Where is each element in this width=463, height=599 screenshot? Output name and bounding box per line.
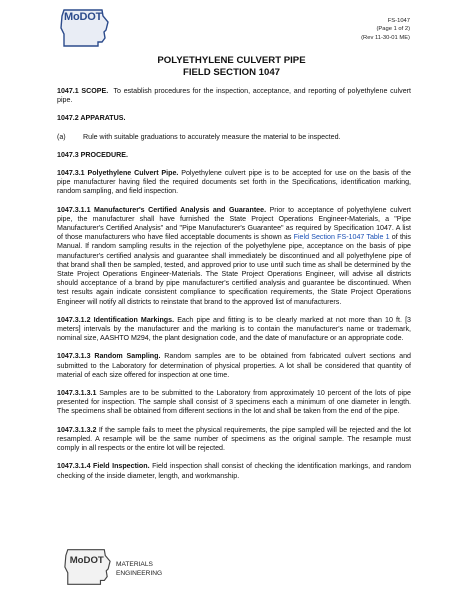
section-text: Each pipe and fitting is to be clearly marked at not more than 10 ft. [3 meters] intervals by the manufacturer and the marking is to contain the manufacturer's name or trademark, nominal size, AASHTO M294, the plant designation code, and the date of manufacture or an appropriate code. bbox=[57, 315, 411, 343]
section-heading: 1047.3.1.3 Random Sampling. bbox=[57, 352, 161, 361]
section-field-inspection bbox=[57, 462, 411, 480]
item-label: (a) bbox=[57, 132, 66, 141]
apparatus-item bbox=[57, 133, 411, 142]
ref-code: FS-1047 bbox=[387, 18, 410, 24]
document-subtitle: FIELD SECTION 1047 bbox=[182, 67, 281, 78]
section-sampling-2 bbox=[57, 426, 411, 454]
section-text: Prior to acceptance of polyethylene culvert pipe, the manufacturer shall have furnished the State Project Operations Engineer-Materials, a "Pipe Manufacturer's Certified Analysis" and "Pipe Manufacturer's Guarantee" as required by Specification 1047. A list of those manufacturers who have filed acceptable documents is shown as bbox=[57, 205, 411, 242]
missouri-map-icon bbox=[62, 547, 112, 587]
item-text: Rule with suitable graduations to accurately measure the material to be inspected. bbox=[83, 132, 341, 141]
footer-line-2: ENGINEERING bbox=[116, 569, 163, 577]
section-text: Random samples are to be obtained from fabricated culvert sections and submitted to the Laboratory for determination of physical properties. A lot shall be considered that quantity of material of each size offered for inspection at one time. bbox=[57, 352, 411, 379]
section-certified-analysis bbox=[57, 206, 411, 307]
footer-line-1: MATERIALS bbox=[116, 561, 153, 568]
modot-logo bbox=[58, 8, 110, 48]
footer-logo bbox=[62, 547, 112, 587]
section-heading: 1047.3.1 Polyethylene Culvert Pipe. bbox=[57, 169, 179, 178]
section-text: To establish procedures for the inspection, acceptance, and reporting of polyethylene culvert pipe. bbox=[57, 87, 411, 105]
document-reference bbox=[361, 17, 410, 42]
section-procedure-heading: 1047.3 PROCEDURE. bbox=[57, 150, 128, 159]
document-title: POLYETHYLENE CULVERT PIPE bbox=[157, 55, 306, 66]
section-text: Samples are to be submitted to the Laboratory from approximately 10 percent of the lots of pipe presented for inspection. The sample shall consist of 3 specimens each a minimum of one diameter in length. The specimens shall be obtained from different sections in the lot and shall be taken from the end of the pipe. bbox=[57, 389, 411, 416]
table-link[interactable]: Field Section FS-1047 Table 1 bbox=[293, 233, 390, 242]
section-culvert-pipe bbox=[57, 169, 411, 197]
section-random-sampling bbox=[57, 352, 411, 380]
ref-page: (Page 1 of 2) bbox=[376, 26, 410, 33]
section-identification-markings bbox=[57, 316, 411, 344]
section-scope bbox=[57, 87, 411, 105]
section-heading: 1047.3.1.3.1 bbox=[57, 389, 97, 398]
document-body bbox=[57, 87, 411, 481]
section-text: If the sample fails to meet the physical requirements, the pipe sampled will be rejected and the lot resampled. A resample will be the same number of specimens as the original sample. The resample must comply in all respects or the entire lot will be rejected. bbox=[57, 425, 411, 453]
section-heading: 1047.3.1.3.2 bbox=[57, 425, 97, 434]
section-apparatus-heading: 1047.2 APPARATUS. bbox=[57, 114, 126, 123]
section-text: Field inspection shall consist of checking the identification markings, and random checking of the inside diameter, length, and workmanship. bbox=[57, 462, 411, 480]
section-heading: 1047.3.1.4 Field Inspection. bbox=[57, 462, 150, 471]
footer-department bbox=[116, 561, 162, 578]
section-sampling-1 bbox=[57, 389, 411, 417]
section-text: Polyethylene culvert pipe is to be accepted for use on the basis of the pipe manufacturer having filed the required documents set forth in the Specifications, identification marking, random sampling, and field inspection. bbox=[57, 169, 411, 196]
section-heading: 1047.1 SCOPE. bbox=[57, 87, 109, 95]
section-text-continued: of this Manual. If random sampling results in the rejection of the polyethylene pipe, acceptance on the basis of pipe manufacturer's certified analysis and guarantee shall immediately be discontinued and all polyethylene pipe of that brand shall then be sampled, tested, and approved prior to use until such time as shall be determined by the State Project Operations Engineer-Materials. The State Project Operations Engineer, will advise all districts should acceptance of a brand by pipe manufacturer's certified analysis and guarantee be discontinued. When test results again indicate consistent compliance to specification requirements, the State Project Operations Engineer will notify all districts to reinstate that brand to the approved list of manufacturers. bbox=[57, 233, 411, 306]
logo-wordmark: MoDOT bbox=[64, 11, 103, 23]
section-heading: 1047.3.1.2 Identification Markings. bbox=[57, 315, 175, 324]
section-heading: 1047.3.1.1 Manufacturer's Certified Analysis and Guarantee. bbox=[57, 205, 267, 214]
footer-logo-wordmark: MoDOT bbox=[69, 555, 104, 567]
ref-revision: (Rev 11-30-01 ME) bbox=[361, 34, 410, 41]
